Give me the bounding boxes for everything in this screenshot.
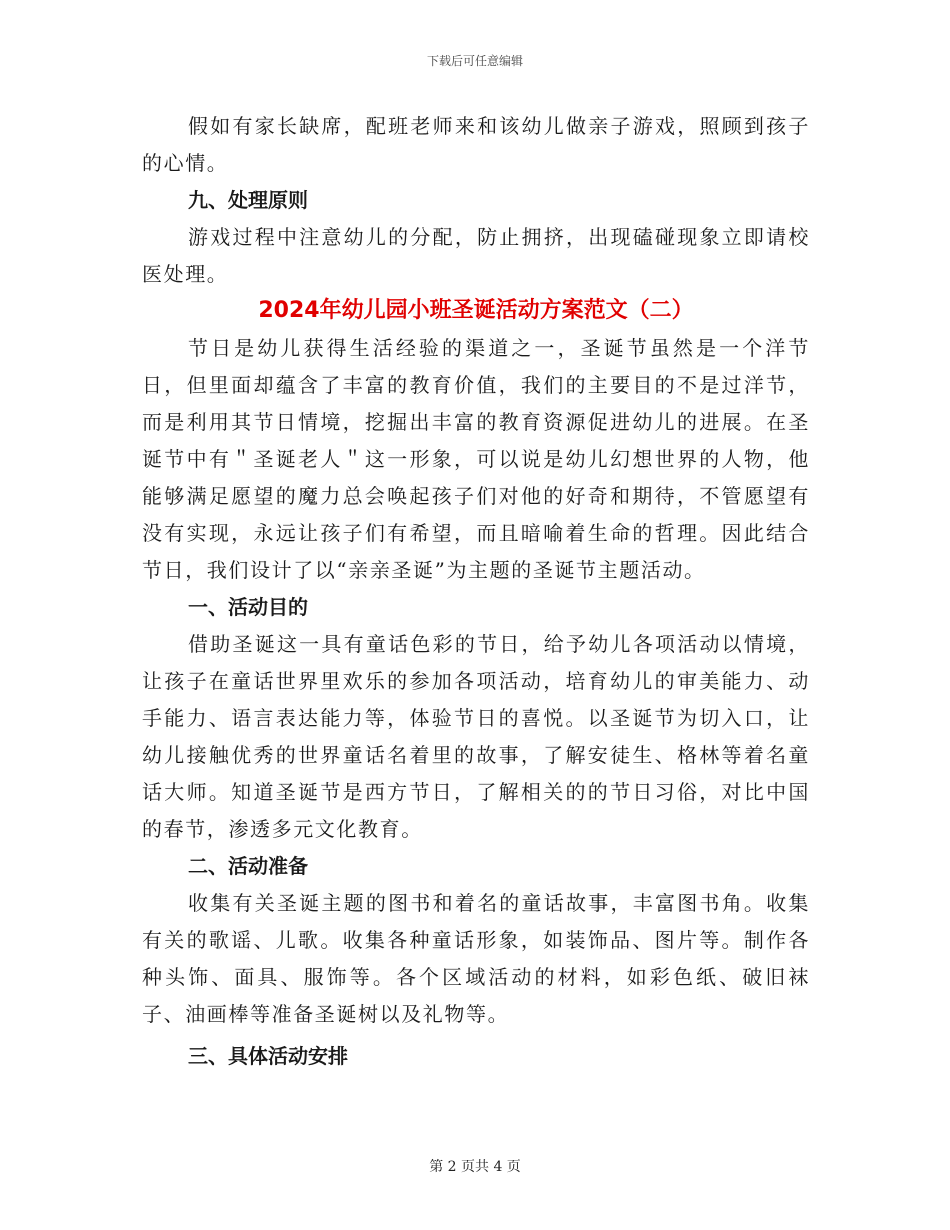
page-header: 下载后可任意编辑 xyxy=(426,54,523,68)
page-footer: 第 2 页共 4 页 xyxy=(429,1159,521,1175)
document-title: 2024年幼儿园小班圣诞活动方案范文（二） xyxy=(258,298,694,323)
heading-activity-goals: 一、活动目的 xyxy=(188,595,308,619)
heading-activity-preparation: 二、活动准备 xyxy=(188,854,308,878)
paragraph-intro: 节日是幼儿获得生活经验的渠道之一，圣诞节虽然是一个洋节日，但里面却蕴含了丰富的教育价值，我们的主要目的不是过洋节，而是利用其节日情境，挖掘出丰富的教育资源促进幼儿的进展。在圣诞节中有＂圣诞老人＂这一形象，可以说是幼儿幻想世界的人物，他能够满足愿望的魔力总会唤起孩子们对他的好奇和期待，不管愿望有没有实现，永远让孩子们有希望，而且暗喻着生命的哲理。因此结合节日，我们设计了以“亲亲圣诞”为主题的圣诞节主题活动。 xyxy=(142,336,810,582)
paragraph-activity-goals: 借助圣诞这一具有童话色彩的节日，给予幼儿各项活动以情境，让孩子在童话世界里欢乐的参加各项活动，培育幼儿的审美能力、动手能力、语言表达能力等，体验节日的喜悦。以圣诞节为切入口，让幼儿接触优秀的世界童话名着里的故事，了解安徒生、格林等着名童话大师。知道圣诞节是西方节日，了解相关的的节日习俗，对比中国的春节，渗透多元文化教育。 xyxy=(142,632,810,841)
document-body xyxy=(142,108,810,1075)
paragraph-handling-principles: 游戏过程中注意幼儿的分配，防止拥挤，出现磕碰现象立即请校医处理。 xyxy=(142,225,810,286)
heading-activity-schedule: 三、具体活动安排 xyxy=(188,1044,348,1068)
paragraph-activity-preparation: 收集有关圣诞主题的图书和着名的童话故事，丰富图书角。收集有关的歌谣、儿歌。收集各种童话形象，如装饰品、图片等。制作各种头饰、面具、服饰等。各个区域活动的材料，如彩色纸、破旧袜子、油画棒等准备圣诞树以及礼物等。 xyxy=(142,891,810,1026)
heading-handling-principles: 九、处理原则 xyxy=(188,188,308,212)
paragraph-parent-absent: 假如有家长缺席，配班老师来和该幼儿做亲子游戏，照顾到孩子的心情。 xyxy=(142,114,810,175)
